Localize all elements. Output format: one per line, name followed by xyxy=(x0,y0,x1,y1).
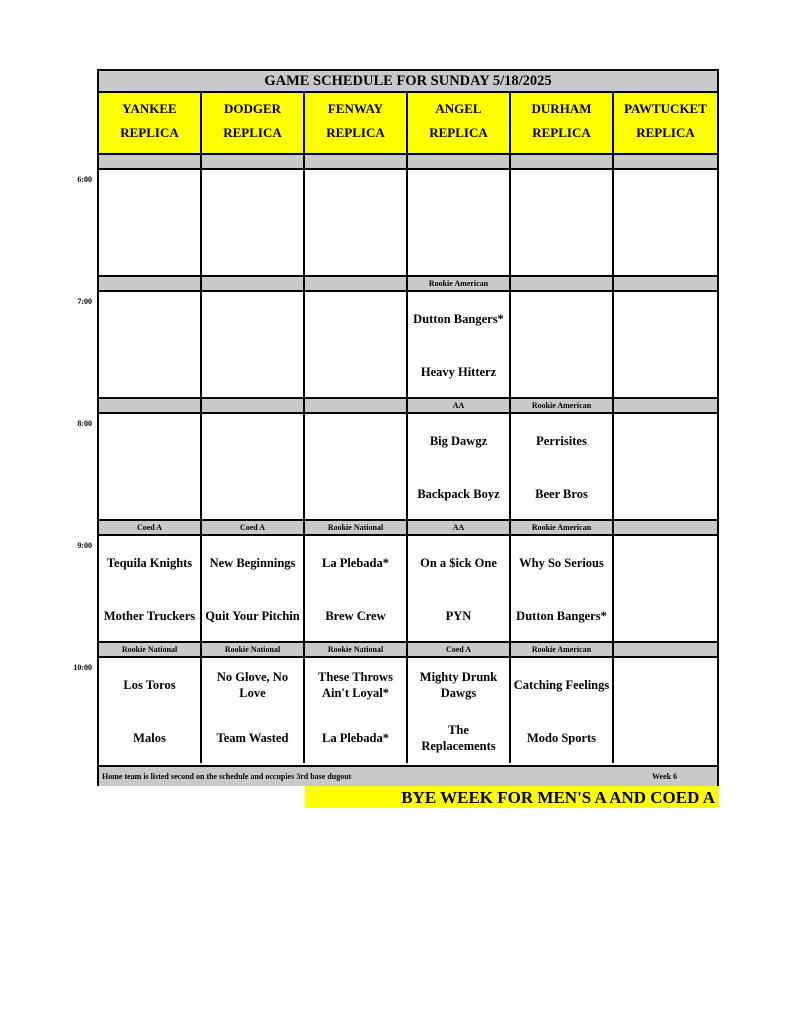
home-team xyxy=(408,233,509,267)
home-team xyxy=(305,355,406,389)
home-team: Mother Truckers xyxy=(103,609,196,623)
home-team: Beer Bros xyxy=(535,487,588,501)
away-team: Tequila Knights xyxy=(106,556,193,570)
game-cell xyxy=(511,292,614,397)
home-team xyxy=(614,721,717,755)
away-team xyxy=(408,180,509,214)
away-team: Dutton Bangers* xyxy=(413,312,504,326)
game-cell xyxy=(99,536,202,641)
game-cell xyxy=(511,414,614,519)
division-label xyxy=(614,277,717,290)
game-cell xyxy=(511,170,614,275)
game-cell xyxy=(408,414,511,519)
game-cell xyxy=(614,658,717,763)
away-team: La Plebada* xyxy=(321,556,390,570)
game-cell xyxy=(614,170,717,275)
home-team xyxy=(202,233,303,267)
division-label xyxy=(99,277,202,290)
away-team: Catching Feelings xyxy=(513,678,610,692)
division-label xyxy=(202,399,305,412)
home-team: Backpack Boyz xyxy=(417,487,500,501)
division-label: Rookie American xyxy=(408,277,511,290)
away-team: Why So Serious xyxy=(519,556,604,570)
home-team: The Replacements xyxy=(421,723,496,753)
away-team: Big Dawgz xyxy=(429,434,488,448)
game-cell xyxy=(99,658,202,763)
division-label xyxy=(202,277,305,290)
division-label: AA xyxy=(408,521,511,534)
schedule-table xyxy=(97,69,719,786)
home-team xyxy=(511,355,612,389)
division-label xyxy=(305,155,408,168)
week-label: Week 6 xyxy=(652,772,678,781)
division-label xyxy=(511,277,614,290)
division-label: Rookie American xyxy=(511,643,614,656)
game-cell xyxy=(614,292,717,397)
schedule-title: GAME SCHEDULE FOR SUNDAY 5/18/2025 xyxy=(99,71,717,93)
game-cell xyxy=(202,536,305,641)
home-team xyxy=(614,477,717,511)
field-header-angel xyxy=(408,93,511,153)
time-label: 9:00 xyxy=(77,541,92,550)
away-team xyxy=(614,302,717,336)
field-header-fenway xyxy=(305,93,408,153)
field-subtitle: REPLICA xyxy=(429,125,488,140)
home-team: Malos xyxy=(133,731,166,745)
field-subtitle: REPLICA xyxy=(120,125,179,140)
division-label: Rookie National xyxy=(305,643,408,656)
division-label: Rookie American xyxy=(511,399,614,412)
home-team: La Plebada* xyxy=(321,731,390,745)
division-label xyxy=(99,399,202,412)
home-team xyxy=(99,355,200,389)
field-header-dodger xyxy=(202,93,305,153)
game-cell xyxy=(305,170,408,275)
game-cell xyxy=(99,292,202,397)
home-team xyxy=(614,599,717,633)
home-team xyxy=(99,233,200,267)
division-label: AA xyxy=(408,399,511,412)
away-team xyxy=(511,302,612,336)
game-cell xyxy=(305,658,408,763)
home-team: Modo Sports xyxy=(526,731,597,745)
division-label xyxy=(305,277,408,290)
game-cell xyxy=(202,658,305,763)
home-team: Quit Your Pitchin xyxy=(205,609,300,623)
away-team xyxy=(99,302,200,336)
game-cell xyxy=(614,414,717,519)
division-label xyxy=(614,521,717,534)
field-name: DURHAM xyxy=(531,101,592,116)
division-label xyxy=(202,155,305,168)
field-name: DODGER xyxy=(223,101,282,116)
away-team xyxy=(614,180,717,214)
away-team xyxy=(202,180,303,214)
away-team xyxy=(305,424,406,458)
away-team xyxy=(305,180,406,214)
away-team xyxy=(305,302,406,336)
field-name: PAWTUCKET xyxy=(624,101,707,116)
game-cell xyxy=(511,536,614,641)
field-header-pawtucket xyxy=(614,93,717,153)
away-team xyxy=(614,546,717,580)
time-label: 6:00 xyxy=(77,175,92,184)
home-team: Dutton Bangers* xyxy=(516,609,607,623)
field-subtitle: REPLICA xyxy=(326,125,385,140)
away-team: These Throws Ain't Loyal* xyxy=(318,670,393,700)
time-label: 10:00 xyxy=(73,663,92,672)
field-subtitle: REPLICA xyxy=(223,125,282,140)
home-team xyxy=(202,355,303,389)
footer-note: Home team is listed second on the schedule and occupies 3rd base dugout xyxy=(102,772,352,781)
division-label: Rookie National xyxy=(202,643,305,656)
division-label xyxy=(614,155,717,168)
home-team: Brew Crew xyxy=(325,609,386,623)
division-label xyxy=(305,399,408,412)
home-team xyxy=(202,477,303,511)
home-team xyxy=(614,233,717,267)
division-label: Coed A xyxy=(408,643,511,656)
footer-bar xyxy=(99,765,717,786)
division-label xyxy=(614,643,717,656)
field-name: ANGEL xyxy=(435,101,482,116)
away-team: Perrisites xyxy=(536,434,587,448)
game-cell xyxy=(305,536,408,641)
game-cell xyxy=(99,414,202,519)
away-team: New Beginnings xyxy=(209,556,296,570)
home-team xyxy=(99,477,200,511)
game-cell xyxy=(614,536,717,641)
game-cell xyxy=(202,292,305,397)
game-cell xyxy=(99,170,202,275)
game-cell xyxy=(408,658,511,763)
game-cell xyxy=(305,292,408,397)
time-label: 7:00 xyxy=(77,297,92,306)
home-team: Heavy Hitterz xyxy=(420,365,497,379)
away-team: Mighty Drunk Dawgs xyxy=(419,670,498,700)
game-cell xyxy=(305,414,408,519)
field-subtitle: REPLICA xyxy=(636,125,695,140)
home-team xyxy=(305,233,406,267)
away-team xyxy=(99,180,200,214)
division-label: Rookie National xyxy=(305,521,408,534)
field-subtitle: REPLICA xyxy=(532,125,591,140)
away-team xyxy=(614,424,717,458)
division-label: Coed A xyxy=(202,521,305,534)
away-team xyxy=(511,180,612,214)
home-team xyxy=(614,355,717,389)
away-team: On a $ick One xyxy=(420,556,497,570)
home-team xyxy=(511,233,612,267)
field-header-yankee xyxy=(99,93,202,153)
field-header-durham xyxy=(511,93,614,153)
away-team xyxy=(202,424,303,458)
game-cell xyxy=(202,170,305,275)
field-name: FENWAY xyxy=(327,101,384,116)
field-name: YANKEE xyxy=(122,101,177,116)
game-cell xyxy=(408,170,511,275)
away-team xyxy=(202,302,303,336)
division-label: Rookie American xyxy=(511,521,614,534)
away-team xyxy=(99,424,200,458)
home-team xyxy=(305,477,406,511)
away-team: Los Toros xyxy=(123,678,176,692)
division-label xyxy=(408,155,511,168)
division-label xyxy=(99,155,202,168)
bye-week-banner: BYE WEEK FOR MEN'S A AND COED A xyxy=(305,786,719,808)
division-label xyxy=(614,399,717,412)
away-team xyxy=(614,668,717,702)
home-team: Team Wasted xyxy=(216,731,289,745)
game-cell xyxy=(511,658,614,763)
time-label: 8:00 xyxy=(77,419,92,428)
away-team: No Glove, No Love xyxy=(216,670,289,700)
game-cell xyxy=(202,414,305,519)
game-cell xyxy=(408,536,511,641)
division-label: Rookie National xyxy=(99,643,202,656)
game-cell xyxy=(408,292,511,397)
home-team: PYN xyxy=(445,609,472,623)
division-label: Coed A xyxy=(99,521,202,534)
division-label xyxy=(511,155,614,168)
